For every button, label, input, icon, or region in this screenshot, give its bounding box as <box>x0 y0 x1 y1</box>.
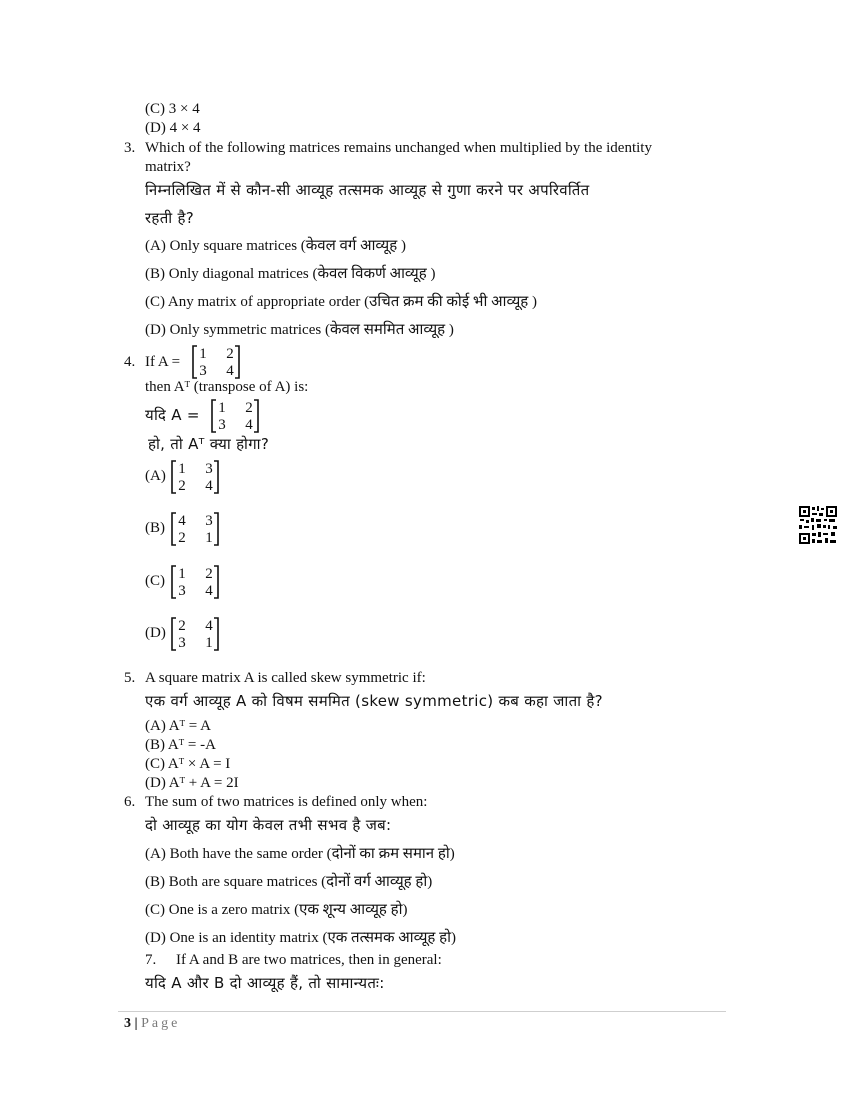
matrix-entry: 4 <box>205 583 213 599</box>
matrix-entry: 3 <box>218 417 226 433</box>
matrix-entry: 2 <box>226 346 234 362</box>
matrix-right-bracket <box>214 566 218 598</box>
q4-matrix-a <box>191 344 241 380</box>
matrix-entry: 3 <box>199 363 207 379</box>
q6-question-hi: दो आव्यूह का योग केवल तभी सभव है जब: <box>145 816 392 834</box>
matrix-entry: 3 <box>178 635 186 651</box>
q7-question-hi: यदि A और B दो आव्यूह हैं, तो सामान्यतः: <box>145 974 385 992</box>
q6-number: 6. <box>124 794 136 810</box>
q5-option-c: (C) Aᵀ × A = I <box>145 756 231 772</box>
q4-number: 4. <box>124 354 136 370</box>
q7-number: 7. <box>145 952 157 968</box>
q4-option-a-matrix <box>170 459 220 495</box>
q6-question-en: The sum of two matrices is defined only when: <box>145 794 428 810</box>
matrix-entry: 1 <box>205 635 213 651</box>
q4-option-a-label: (A) <box>145 468 166 484</box>
q4-option-b-label: (B) <box>145 520 165 536</box>
q4-option-d-label: (D) <box>145 625 166 641</box>
q4-hindi-if: यदि A = <box>145 406 200 424</box>
matrix-left-bracket <box>172 566 176 598</box>
q4-hindi-matrix-a <box>210 398 260 434</box>
q5-number: 5. <box>124 670 136 686</box>
matrix-entry: 1 <box>205 530 213 546</box>
matrix-entry: 2 <box>178 618 186 634</box>
q7-question-en: If A and B are two matrices, then in general: <box>176 952 442 968</box>
q4-if-label: If A = <box>145 354 181 370</box>
matrix-entry: 2 <box>178 478 186 494</box>
page-label: Page <box>141 1016 181 1031</box>
q2-option-d: (D) 4 × 4 <box>145 120 201 136</box>
matrix-right-bracket <box>214 461 218 493</box>
matrix-right-bracket <box>254 400 258 432</box>
matrix-left-bracket <box>193 346 197 378</box>
q6-option-c: (C) One is a zero matrix (एक शून्य आव्यूह हो) <box>145 902 408 918</box>
matrix-left-bracket <box>172 461 176 493</box>
matrix-entry: 3 <box>205 461 213 477</box>
matrix-svg <box>170 459 220 495</box>
matrix-svg <box>210 398 260 434</box>
q6-option-a: (A) Both have the same order (दोनों का क्रम समान हो) <box>145 846 455 862</box>
q2-option-c: (C) 3 × 4 <box>145 101 200 117</box>
q5-question-en: A square matrix A is called skew symmetric if: <box>145 670 426 686</box>
matrix-entry: 4 <box>205 478 213 494</box>
q5-option-a: (A) Aᵀ = A <box>145 718 211 734</box>
matrix-svg <box>170 564 220 600</box>
matrix-entry: 1 <box>178 461 186 477</box>
matrix-entry: 4 <box>178 513 186 529</box>
q3-question-en-line2: matrix? <box>145 159 191 175</box>
matrix-right-bracket <box>214 513 218 545</box>
matrix-entry: 1 <box>218 400 226 416</box>
q4-hindi-then: हो, तो Aᵀ क्या होगा? <box>148 435 270 453</box>
matrix-entry: 3 <box>205 513 213 529</box>
q3-question-en-line1: Which of the following matrices remains unchanged when multiplied by the identity <box>145 140 652 156</box>
matrix-entry: 4 <box>226 363 234 379</box>
matrix-entry: 1 <box>178 566 186 582</box>
q4-option-d-matrix <box>170 616 220 652</box>
q4-option-c-matrix <box>170 564 220 600</box>
q5-question-hi: एक वर्ग आव्यूह A को विषम सममित (skew symmetric) कब कहा जाता है? <box>145 692 603 710</box>
q4-option-c-label: (C) <box>145 573 165 589</box>
q3-question-hi-line2: रहती है? <box>145 209 195 227</box>
matrix-left-bracket <box>172 618 176 650</box>
q5-option-b: (B) Aᵀ = -A <box>145 737 216 753</box>
q6-option-b: (B) Both are square matrices (दोनों वर्ग आव्यूह हो) <box>145 874 433 890</box>
q4-then-line: then Aᵀ (transpose of A) is: <box>145 379 309 395</box>
matrix-entry: 1 <box>199 346 207 362</box>
q6-option-d: (D) One is an identity matrix (एक तत्समक आव्यूह हो) <box>145 930 456 946</box>
q5-option-d: (D) Aᵀ + A = 2I <box>145 775 239 791</box>
matrix-entry: 2 <box>245 400 253 416</box>
matrix-entry: 3 <box>178 583 186 599</box>
q3-question-hi-line1: निम्नलिखित में से कौन-सी आव्यूह तत्समक आव्यूह से गुणा करने पर अपरिवर्तित <box>145 181 590 199</box>
footer-rule <box>118 1011 726 1012</box>
matrix-left-bracket <box>212 400 216 432</box>
q3-option-b: (B) Only diagonal matrices (केवल विकर्ण आव्यूह ) <box>145 266 436 282</box>
q4-option-b-matrix <box>170 511 220 547</box>
matrix-right-bracket <box>235 346 239 378</box>
q3-option-c: (C) Any matrix of appropriate order (उचित क्रम की कोई भी आव्यूह ) <box>145 294 537 310</box>
q3-number: 3. <box>124 140 136 156</box>
matrix-entry: 2 <box>205 566 213 582</box>
matrix-entry: 4 <box>205 618 213 634</box>
matrix-right-bracket <box>214 618 218 650</box>
matrix-svg <box>170 511 220 547</box>
q3-option-d: (D) Only symmetric matrices (केवल सममित आव्यूह ) <box>145 322 454 338</box>
page-number: 3 <box>124 1016 131 1031</box>
qr-code-icon <box>798 505 838 545</box>
matrix-svg <box>191 344 241 380</box>
matrix-entry: 2 <box>178 530 186 546</box>
matrix-entry: 4 <box>245 417 253 433</box>
page-separator: | <box>134 1016 138 1031</box>
page-footer <box>124 1016 180 1032</box>
q3-option-a: (A) Only square matrices (केवल वर्ग आव्यूह ) <box>145 238 406 254</box>
matrix-left-bracket <box>172 513 176 545</box>
matrix-svg <box>170 616 220 652</box>
